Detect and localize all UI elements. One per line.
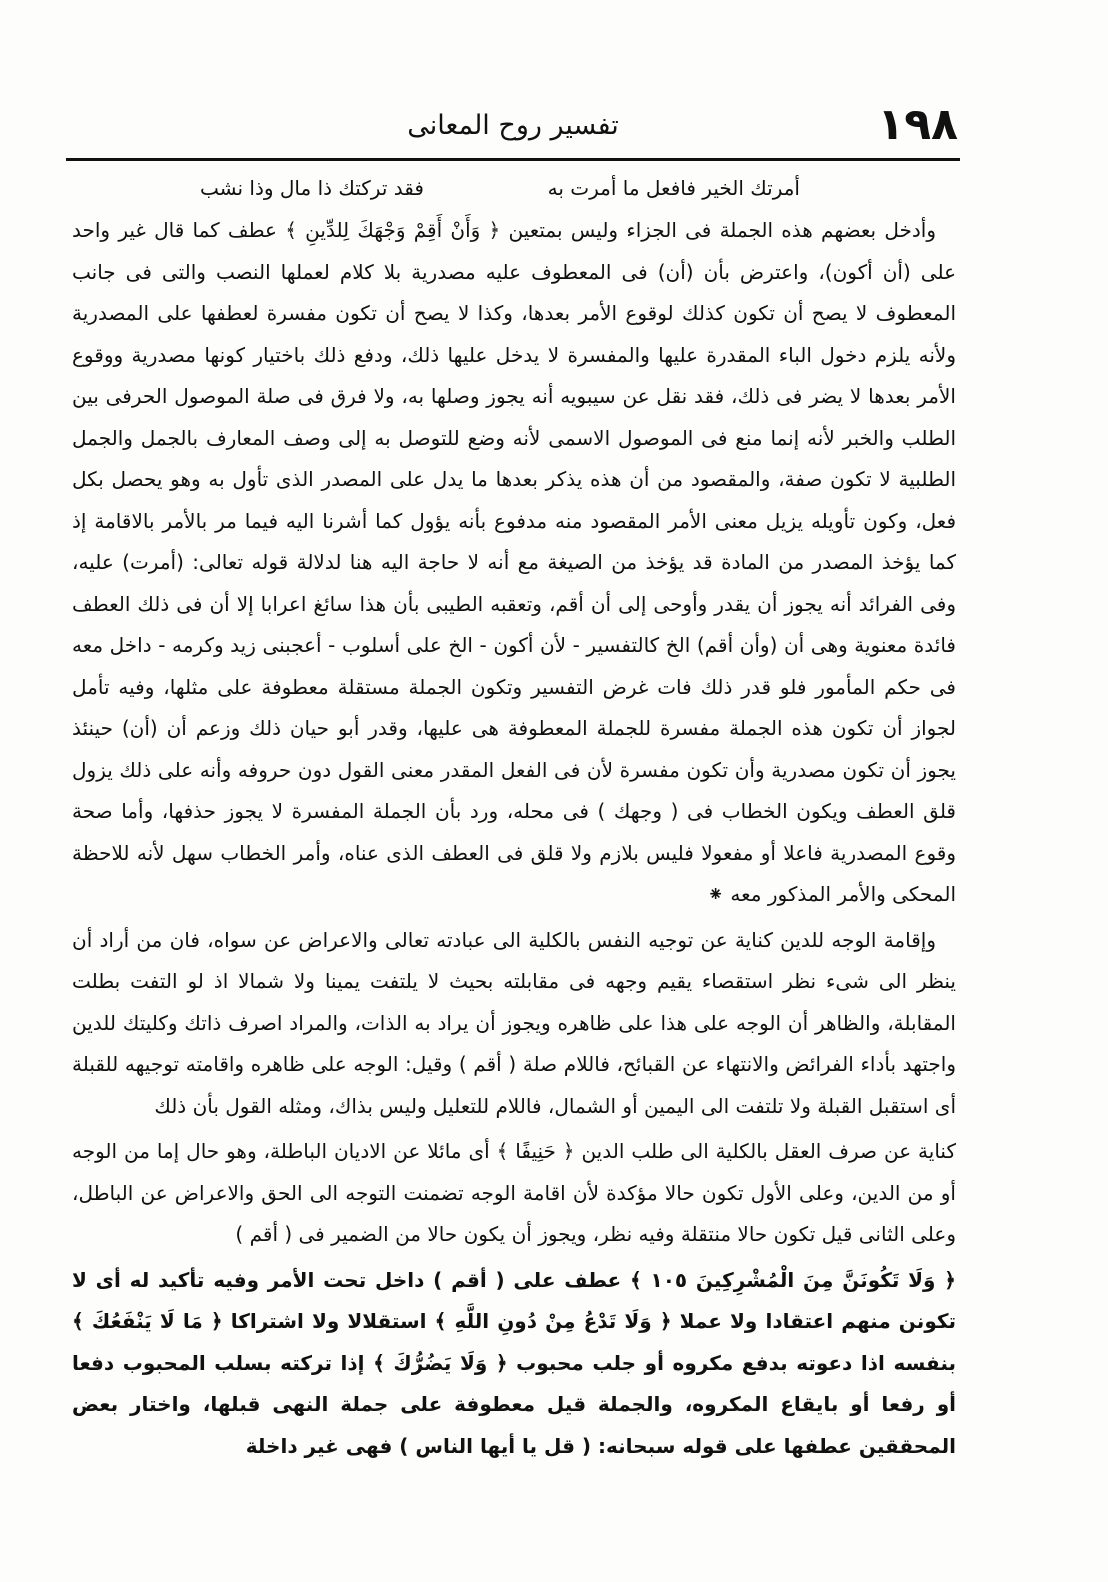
- page-header: [68, 96, 958, 156]
- header-divider: [66, 158, 960, 161]
- commentary-paragraph: كناية عن صرف العقل بالكلية الى طلب الدين ﴿ حَنِيفًا ﴾ أى مائلا عن الاديان الباطلة، وهو حال إما من الوجه أو من الدين، وعلى الأول تكون حالا مؤكدة لأن اقامة الوجه تضمنت التوجه الى الحق والاعراض عن الباطل، وعلى الثانى قيل تكون حالا منتقلة وفيه نظر، ويجوز أن يكون حالا من الضمير فى ( أقم ): [72, 1139, 956, 1246]
- verse-second-hemistich: فقد تركتك ذا مال وذا نشب: [200, 176, 424, 200]
- commentary-paragraph: وأدخل بعضهم هذه الجملة فى الجزاء وليس بمتعين ﴿ وَأَنْ أَقِمْ وَجْهَكَ لِلدِّينِ ﴾ عطف كما قال غير واحد على (أن أكون)، واعترض بأن (أن) فى المعطوف عليه مصدرية بلا كلام لعملها النصب والتى فى جانب المعطوف لا يصح أن تكون كذلك لوقوع الأمر بعدها، وكذا لا يصح أن تكون مفسرة لعطفها على المصدرية ولأنه يلزم دخول الباء المقدرة عليها والمفسرة لا يدخل عليها ذلك، ودفع ذلك باختيار كونها مصدرية ووقوع الأمر بعدها لا يضر فى ذلك، فقد نقل عن سيبويه أنه يجوز وصلها به، ولا فرق فى صلة الموصول الحرفى بين الطلب والخبر لأنه إنما منع فى الموصول الاسمى لأنه وضع للتوصل به إلى وصف المعارف بالجمل والجمل الطلبية لا تكون صفة، والمقصود من أن هذه يذكر بعدها ما يدل على المصدر الذى تأول به وهو يحصل بكل فعل، وكون تأويله يزيل معنى الأمر المقصود منه مدفوع بأنه يؤول كما أشرنا اليه فيما مر بالأمر بالاقامة إذ كما يؤخذ المصدر من المادة قد يؤخذ من الصيغة مع أنه لا حاجة اليه هنا لدلالة قوله تعالى: (أمرت) عليه، وفى الفرائد أنه يجوز أن يقدر وأوحى إلى أن أقم، وتعقبه الطيبى بأن هذا سائغ اعرابا إلا أن فى ذلك العطف فائدة معنوية وهى أن (وأن أقم) الخ كالتفسير - لأن أكون - الخ على أسلوب - أعجبنى زيد وكرمه - داخل معه فى حكم المأمور فلو قدر ذلك فات غرض التفسير وتكون الجملة مستقلة معطوفة على مثلها، وفيه تأمل لجواز أن تكون هذه الجملة مفسرة للجملة المعطوفة هى عليها، وقدر أبو حيان ذلك وزعم أن (أن) حينئذ يجوز أن تكون مصدرية وأن تكون مفسرة لأن فى الفعل المقدر معنى القول دون حروفه وأنه على ذلك يزول قلق العطف ويكون الخطاب فى ( وجهك ) فى محله، ورد بأن الجملة المفسرة لا يجوز حذفها، وأما صحة وقوع المصدرية فاعلا أو مفعولا فليس بلازم ولا قلق فى العطف الذى عناه، وأمر الخطاب سهل لأنه للاحظة المحكى والأمر المذكور معه ⁕: [72, 218, 956, 906]
- commentary-body: [72, 210, 956, 1467]
- commentary-paragraph: وإقامة الوجه للدين كناية عن توجيه النفس بالكلية الى عبادته تعالى والاعراض عن سواه، فان من أراد أن ينظر الى شىء نظر استقصاء يقيم وجهه فى مقابلته بحيث لا يلتفت يمينا ولا شمالا اذ لو التفت بطلت المقابلة، والظاهر أن الوجه على هذا على ظاهره ويجوز أن يراد به الذات، والمراد اصرف ذاتك وكليتك للدين واجتهد بأداء الفرائض والانتهاء عن القبائح، فاللام صلة ( أقم ) وقيل: الوجه على ظاهره واقامته توجيهه للقبلة أى استقبل القبلة ولا تلتفت الى اليمين أو الشمال، فاللام للتعليل وليس بذاك، ومثله القول بأن ذلك: [72, 927, 956, 1118]
- verse-first-hemistich: أمرتك الخير فافعل ما أمرت به: [547, 176, 800, 200]
- running-title: تفسير روح المعانى: [407, 110, 619, 141]
- poetry-verse: [200, 168, 800, 208]
- page-number: ١٩٨: [877, 99, 958, 150]
- commentary-paragraph: ﴿ وَلَا تَكُونَنَّ مِنَ الْمُشْرِكِينَ ١٠٥ ﴾ عطف على ( أقم ) داخل تحت الأمر وفيه تأكيد له أى لا تكونن منهم اعتقادا ولا عملا ﴿ وَلَا تَدْعُ مِنْ دُونِ اللَّهِ ﴾ استقلالا ولا اشتراكا ﴿ مَا لَا يَنْفَعُكَ ﴾ بنفسه اذا دعوته بدفع مكروه أو جلب محبوب ﴿ وَلَا يَضُرُّكَ ﴾ إذا تركته بسلب المحبوب دفعا أو رفعا أو بايقاع المكروه، والجملة قيل معطوفة على جملة النهى قبلها، واختار بعض المحققين عطفها على قوله سبحانه: ( قل يا أيها الناس ) فهى غير داخلة: [72, 1267, 956, 1458]
